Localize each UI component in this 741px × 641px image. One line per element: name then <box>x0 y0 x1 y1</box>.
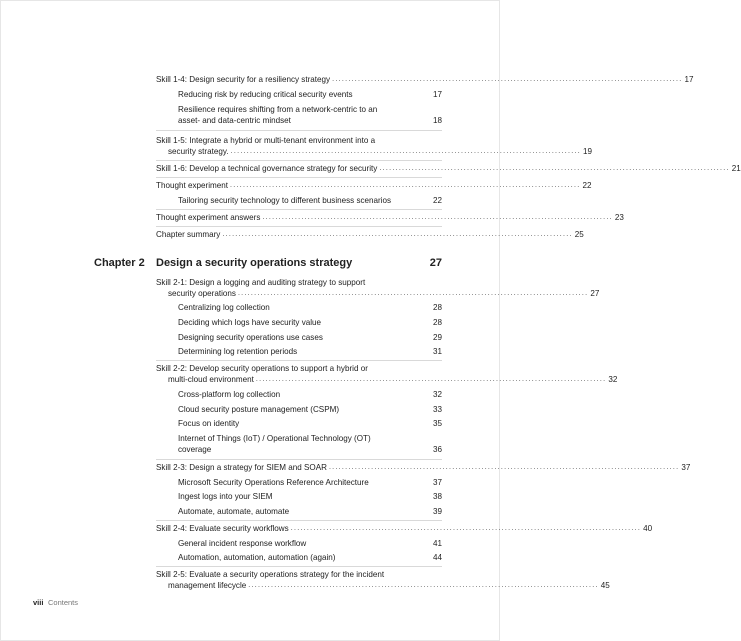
toc-skill-2-5[interactable]: Skill 2-5: Evaluate a security operations strategy for the incident management lifecycle ............................................................................................................ 45 <box>156 570 610 590</box>
page-number: 22 <box>582 181 592 190</box>
dot-leader: ............................................................................................................ <box>230 147 582 155</box>
page-number: 32 <box>432 390 442 399</box>
page-number: 41 <box>432 539 442 548</box>
divider <box>156 520 442 521</box>
dot-leader: ............................................................................................................ <box>262 214 613 221</box>
page-number: 17 <box>684 75 694 84</box>
page-number: 36 <box>432 444 442 454</box>
dot-leader: ............................................................................................................ <box>222 231 573 238</box>
page-number: 19 <box>583 146 593 156</box>
toc-subsection[interactable]: Microsoft Security Operations Reference Architecture 37 <box>178 478 442 487</box>
page-number: 32 <box>608 374 618 384</box>
toc-skill-1-5[interactable]: Skill 1-5: Integrate a hybrid or multi-tenant environment into a security strategy. ............................................................................................................ 19 <box>156 136 593 156</box>
page-number: 31 <box>432 347 442 356</box>
toc-subsection[interactable]: Cross-platform log collection 32 <box>178 390 442 399</box>
page-number: 28 <box>432 303 442 312</box>
page-number: 29 <box>432 333 442 342</box>
page-number: 23 <box>614 213 624 222</box>
dot-leader: ............................................................................................................ <box>332 76 683 83</box>
page-number: 37 <box>432 478 442 487</box>
toc-thought-experiment-answers[interactable]: Thought experiment answers ............................................................................................................ 23 <box>156 213 624 222</box>
toc-subsection[interactable]: Automate, automate, automate 39 <box>178 507 442 516</box>
toc-skill-2-1[interactable]: Skill 2-1: Design a logging and auditing strategy to support security operations ............................................................................................................ 27 <box>156 278 600 298</box>
dot-leader: ............................................................................................................ <box>328 464 680 471</box>
toc-subsection[interactable]: Cloud security posture management (CSPM) 33 <box>178 405 442 414</box>
toc-skill-1-6[interactable]: Skill 1-6: Develop a technical governance strategy for security ............................................................................................................ 21 <box>156 164 741 173</box>
toc-subsection[interactable]: Automation, automation, automation (again) 44 <box>178 553 442 562</box>
chapter-title[interactable]: Design a security operations strategy <box>156 257 353 269</box>
page-number: 25 <box>574 230 584 239</box>
toc-subsection[interactable]: Resilience requires shifting from a network-centric to an asset- and data-centric mindset 18 <box>178 105 442 125</box>
page-number: 44 <box>432 553 442 562</box>
toc-skill-2-2[interactable]: Skill 2-2: Develop security operations to support a hybrid or multi-cloud environment ............................................................................................................ 32 <box>156 364 618 384</box>
toc-subsection[interactable]: Designing security operations use cases 29 <box>178 333 442 342</box>
page-number: 33 <box>432 405 442 414</box>
divider <box>156 226 442 227</box>
toc-subsection[interactable]: Determining log retention periods 31 <box>178 347 442 356</box>
divider <box>156 130 442 131</box>
dot-leader: ............................................................................................................ <box>248 581 599 589</box>
divider <box>156 459 442 460</box>
dot-leader: ............................................................................................................ <box>290 525 642 532</box>
divider <box>156 177 442 178</box>
page-number: 17 <box>432 90 442 99</box>
footer-section-label: Contents <box>48 598 79 607</box>
page-number: 18 <box>432 115 442 125</box>
toc-subsection[interactable]: General incident response workflow 41 <box>178 539 442 548</box>
page-number: 22 <box>432 196 442 205</box>
page-number: 40 <box>643 524 653 533</box>
toc-skill-1-4[interactable]: Skill 1-4: Design security for a resiliency strategy ............................................................................................................ 17 <box>156 75 694 84</box>
page-number: 45 <box>600 580 610 590</box>
divider <box>156 360 442 361</box>
toc-subsection[interactable]: Centralizing log collection 28 <box>178 303 442 312</box>
toc-subsection[interactable]: Reducing risk by reducing critical security events 17 <box>178 90 442 99</box>
page-number: 27 <box>590 288 600 298</box>
dot-leader: ............................................................................................................ <box>237 289 589 297</box>
page-number: 35 <box>432 419 442 428</box>
footer-page-numeral: viii <box>33 598 44 607</box>
page-number: 28 <box>432 318 442 327</box>
dot-leader: ............................................................................................................ <box>230 182 581 189</box>
toc-subsection[interactable]: Ingest logs into your SIEM 38 <box>178 492 442 501</box>
chapter-label: Chapter 2 <box>94 257 145 269</box>
dot-leader: ............................................................................................................ <box>379 165 730 172</box>
chapter-page-number: 27 <box>429 257 442 269</box>
divider <box>156 209 442 210</box>
toc-subsection[interactable]: Focus on identity 35 <box>178 419 442 428</box>
toc-chapter-summary[interactable]: Chapter summary ............................................................................................................ 25 <box>156 230 584 239</box>
toc-subsection[interactable]: Tailoring security technology to different business scenarios 22 <box>178 196 442 205</box>
page-number: 39 <box>432 507 442 516</box>
toc-subsection[interactable]: Internet of Things (IoT) / Operational Technology (OT) coverage 36 <box>178 434 442 454</box>
page-number: 21 <box>731 164 741 173</box>
divider <box>156 160 442 161</box>
toc-thought-experiment[interactable]: Thought experiment ............................................................................................................ 22 <box>156 181 592 190</box>
toc-skill-2-4[interactable]: Skill 2-4: Evaluate security workflows ............................................................................................................ 40 <box>156 524 653 533</box>
toc-subsection[interactable]: Deciding which logs have security value 28 <box>178 318 442 327</box>
divider <box>156 566 442 567</box>
dot-leader: ............................................................................................................ <box>255 375 607 383</box>
page-number: 37 <box>681 463 691 472</box>
page-number: 38 <box>432 492 442 501</box>
toc-skill-2-3[interactable]: Skill 2-3: Design a strategy for SIEM and SOAR ............................................................................................................ 37 <box>156 463 691 472</box>
